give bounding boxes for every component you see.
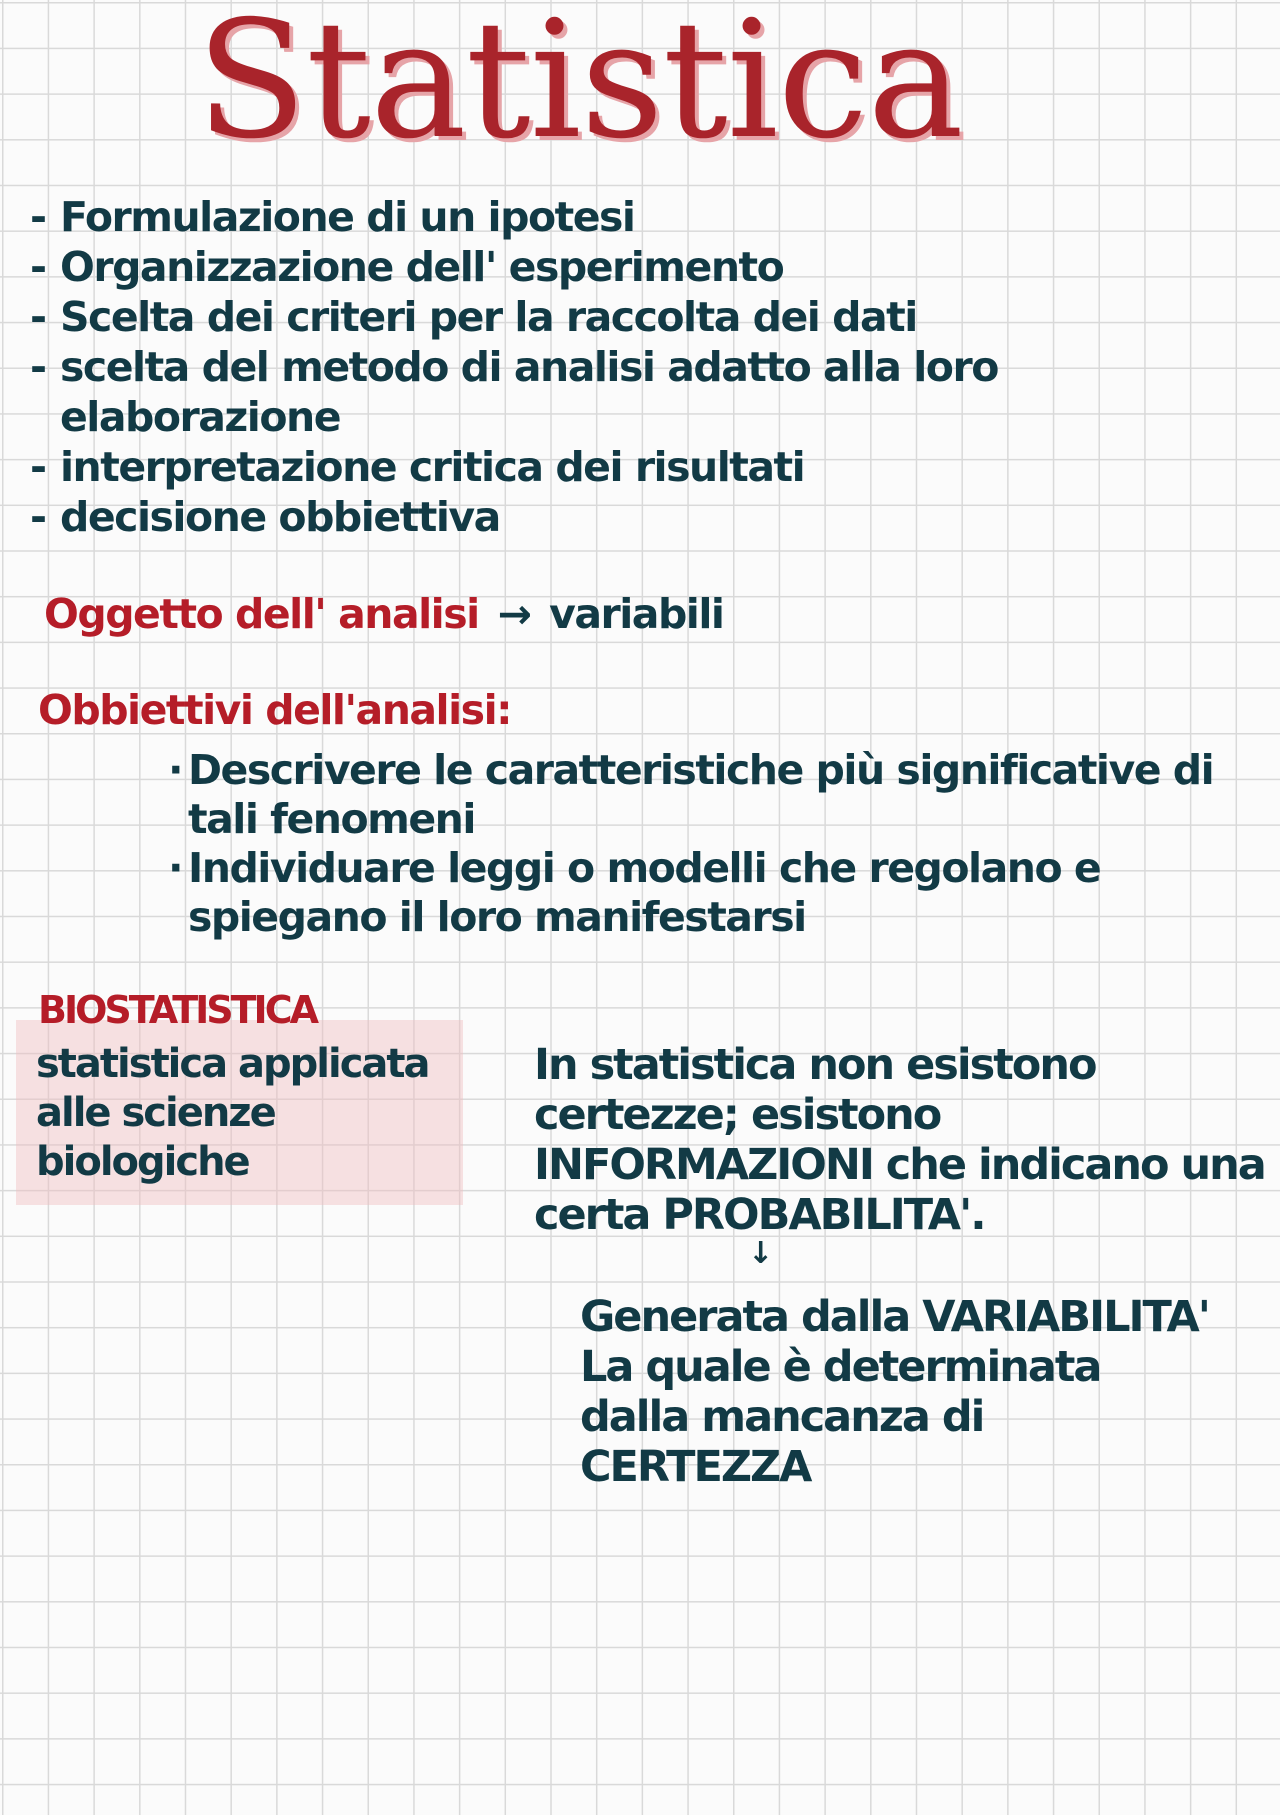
goals-heading: Obbiettivi dell'analisi: <box>38 686 512 734</box>
text-line: biologiche <box>36 1139 249 1185</box>
analysis-subject <box>44 590 723 638</box>
list-item: - Formulazione di un ipotesi <box>30 192 1230 242</box>
text-line: INFORMAZIONI che indicano una <box>534 1140 1265 1190</box>
list-item: - interpretazione critica dei risultati <box>30 442 1230 492</box>
text-line: Generata dalla VARIABILITA' <box>580 1292 1209 1342</box>
text-line: CERTEZZA <box>580 1442 811 1492</box>
generated-note <box>580 1292 1260 1492</box>
text-line: statistica applicata <box>36 1041 429 1087</box>
text-line: certezze; esistono <box>534 1090 941 1140</box>
page-title: Statistica <box>196 0 963 175</box>
list-item: · Individuare leggi o modelli che regolano e spiegano il loro manifestarsi <box>168 844 1228 942</box>
biostatistics-heading: BIOSTATISTICA <box>38 988 316 1032</box>
list-item: - Scelta dei criteri per la raccolta dei dati <box>30 292 1230 342</box>
certainty-note <box>534 1040 1274 1240</box>
goals-list <box>168 746 1228 942</box>
steps-list <box>30 192 1230 542</box>
text-line: dalla mancanza di <box>580 1392 984 1442</box>
text-line: La quale è determinata <box>580 1342 1101 1392</box>
list-item: - Organizzazione dell' esperimento <box>30 242 1230 292</box>
list-item: - decisione obbiettiva <box>30 492 1230 542</box>
down-arrow-icon: ↓ <box>748 1236 774 1271</box>
list-item: · Descrivere le caratteristiche più significative di tali fenomeni <box>168 746 1228 844</box>
subject-label: Oggetto dell' analisi <box>44 590 479 638</box>
text-line: In statistica non esistono <box>534 1040 1096 1090</box>
right-arrow-icon: → <box>497 590 531 638</box>
text-line: alle scienze <box>36 1090 275 1136</box>
list-item: - scelta del metodo di analisi adatto alla loro elaborazione <box>30 342 1230 442</box>
subject-value: variabili <box>549 590 724 638</box>
biostatistics-definition <box>36 1040 466 1187</box>
text-line: certa PROBABILITA'. <box>534 1190 985 1240</box>
